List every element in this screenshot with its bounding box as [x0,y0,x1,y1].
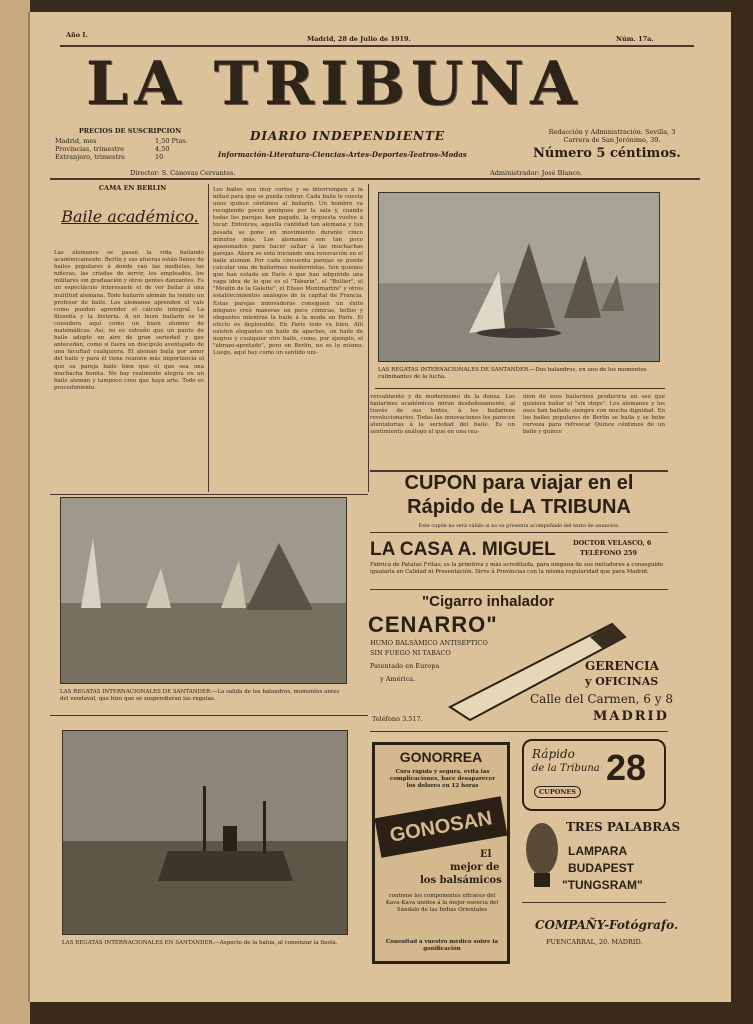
mast-1 [203,786,206,851]
miguel-text: Fábrica de Patatas Fritas; es la primitiva y más acreditada, para ninguna de sus imitadores á conseguido igualarla en Calidad ni Presentación. Sirve á Provincias con la misma regularidad que para Madrid. [370,562,664,575]
miguel-phone: TELÉFONO 259 [580,549,638,557]
gonosan-claim-1: El [480,849,492,860]
rapido-number: 28 [606,747,647,788]
left-rule-1 [50,494,368,495]
binding-spine [0,0,30,1024]
coupon-line-2: Rápido de LA TRIBUNA [407,496,631,518]
miguel-name: LA CASA A. MIGUEL [370,539,556,560]
coupon-line-1: CUPON para viajar en el [404,472,634,494]
rapido-badge: CUPONES [534,786,581,798]
cenarro-sub-1: HUMO BALSÁMICO ANTISÉPTICO [370,639,488,647]
funnel [223,826,237,851]
regatta-caption-middle: LAS REGATAS INTERNACIONALES DE SANTANDER.—La salida de los balandros, momentos antes del vendaval, que hizo que se suspendieran las regatas. [60,689,340,702]
masthead-subtitle: DIARIO INDEPENDIENTE [250,129,446,143]
lightbulb-icon [522,817,562,892]
administrator-line: Administrador: José Blanco. [490,169,582,177]
rapido-line-2: de la Tribuna [532,763,600,774]
article-column-2: Los bailes son muy cortos y se interrumpen á la mitad para que se pueda cobrar. Cada baile le cuesta unos quince céntimos al bailarín. Un hombre va recogiendo pocos peniques por la sala y, cuando todas las parejas han pagado, la orquesta vuelve á tocar. Entonces, aquella cantidad tan alemana y tan pesada se pone en movimiento durante cinco minutos más. Los alemanes son tan poco apasionados para hacer saltar á las muchachas parejas. Ahora se está iniciando una renovación en el baile alemán. Por cada cincuenta parejas se puede calcular una de bailarines modernistas. Son quienes que han estado en París ó que han adquirido una vaga idea de lo que es el "Tabarín", el "Bullier", el "Moulin de la Galette", el Eliseo Montmartre" y otros establecimientos análogos de la capital de Francia. Estas parejas innovadoras consiguen un éxito ninguno creó maneras un poco cómicas, bellos y elegantes mientras la baile á la moda en París. El efecto es deplorable. En París todo va bien. Allí existen elegantes un baile de apaches, un baile de negros y cualquier otro baile, como, por ejemplo, el "abrazo-apretado", pero en Berlín, no es lo mismo. Luego, aquí hay como un sentido uni- [213,187,363,357]
left-rule-2 [50,715,368,716]
tungsram-line-1: TRES PALABRAS [566,820,681,834]
article-headline: Baile académico. [61,207,199,226]
admin-address-2: Carrera de San Jerónimo, 39. [563,136,661,144]
cenarro-brand: CENARRO" [368,612,498,637]
rapido-line-1: Rápido [532,747,575,761]
sub-price-3: 10 [155,153,164,161]
sailboats-top-image [379,193,660,362]
gonosan-footer: Consultad á vuestro médico sobre la gonificación [385,939,499,952]
masthead-title: LA TRIBUNA [86,49,583,119]
coupon-rule-bottom [370,532,668,533]
right-rule-1 [375,388,665,389]
gonosan-ad [372,742,510,964]
gonosan-claim-2: mejor de [450,862,500,873]
tungsram-rule [522,902,666,903]
gonosan-text: Cura rápida y segura, evita las complicaciones, hace desaparecer los dolores en 12 horas [389,769,496,789]
mast-2 [263,801,266,853]
spine-text [4,60,16,960]
article-column-1: Las alemanes se pasan la vida bailando académicamente. Berlín y sus afueras están llenos de bailes populares á donde van las modistas, las niñeras, las criadas de servir, los empleados, los militares sin graduación y otros gentes danzantes. Es un espectáculo interesante el de ver bailar á una multitud alemana. Todo bailarín alemán ha tenido un profesor de baile. Los alemanes aprenden el vals como pueden aprender el cálculo integral. La filosofía y la historia. A un buen bailarín se le considera aquí como un buen alumno de matemáticas. Así, no es extraño que un punto de baile adopte un aire de gran seriedad y que antecedan, como si fuera un discípulo aventajado de una facultad cualquiera. El alemán baila por amor del baile y para él tiene reunión más importancia el que su pareja baile bien que el que sea una muchacha bonita. No hay realmente alegría en un baile alemán y tampoco creo que haya arte. Todo es procedimiento. [54,250,204,391]
article-kicker: CAMA EN BERLIN [98,184,167,192]
subscription-title: PRECIOS DE SUSCRIPCION [78,127,182,135]
cenarro-sub-4: y América. [380,675,416,683]
sub-place-2: Provincias, trimestre [55,145,125,153]
regatta-photo-top [378,192,660,362]
article-column-3: versalmente y de modernismo de la danza. Los bailarines académicos miran desdeñosamente, al través de sus lentes, á los bailarines revolucionarios. Todas las innovaciones les parecen atentatorias á la seriedad del baile. Es un sentimiento análogo al que en una reu- [370,394,515,436]
sub-price-1: 1,50 Ptas. [155,137,188,145]
admin-address-1: Redacción y Administración: Sevilla, 3 [548,128,676,136]
masthead-rule [50,178,700,180]
tungsram-line-3: BUDAPEST [568,861,635,875]
rapido-coupon-ad [522,739,666,811]
tungsram-line-4: "TUNGSRAM" [562,878,643,892]
regatta-photo-bottom [62,730,348,935]
miguel-street: DOCTOR VELASCO, 6 [573,539,652,547]
steamship-hull [158,851,293,881]
cenarro-office-2: y OFICINAS [585,675,659,688]
cenarro-office-1: GERENCIA [585,659,659,673]
regatta-caption-top: LAS REGATAS INTERNACIONALES DE SANTANDER.—Dos balandros, en uno de los momentos culminantes de la lucha. [378,367,647,380]
cenarro-rule [370,731,668,732]
subscription-box [55,127,205,161]
bulb-glass [526,823,558,875]
gonosan-brand: GONOSAN [374,796,507,858]
year-label: Año I. [66,31,88,39]
gonosan-claim-3: los balsámicos [420,875,502,886]
tungsram-line-2: LAMPARA [568,844,628,858]
regatta-photo-middle [60,497,347,684]
newspaper-page [28,12,731,1002]
sailboats-middle-image [61,498,347,684]
issue-price: Número 5 céntimos. [533,146,681,161]
cenarro-address: Calle del Carmen, 6 y 8 [530,692,673,706]
masthead-sections: Información-Literatura-Ciencias-Artes-Deportes-Teatros-Modas [218,150,467,159]
cenarro-headline: "Cigarro inhalador [422,593,555,610]
dateline: Madrid, 28 de Julio de 1919. [307,35,411,43]
cenarro-sub-2: SIN FUEGO NI TABACO [370,649,451,657]
sub-price-2: 4,50 [155,145,170,153]
compagny-address: FUENCARRAL, 20. MADRID. [546,938,643,946]
miguel-rule [370,589,668,590]
sub-place-3: Extranjero, trimestre [55,153,125,161]
article-column-4: nión de esos bailarines produciría un oso que quisiera bailar el "six steps". Los alemanes y los osos han bailado siempre con mucha dignidad. En los bailes populares de Berlín se baila y se bebe cerveza para refrescar Quince céntimos de un baile y quince [523,394,665,436]
sky-middle [61,498,347,603]
gonosan-title: GONORREA [399,749,483,765]
regatta-caption-bottom: LAS REGATAS INTERNACIONALES EN SANTANDER.—Aspecto de la bahía, al comenzar la fiesta. [62,940,338,946]
sea-middle [61,603,347,684]
cenarro-sub-3: Patentado en Europa [370,662,440,670]
sky-top [379,193,660,283]
director-line: Director: S. Cánovas Cervantes. [130,169,236,177]
issue-number: Núm. 17a. [616,35,654,43]
harbor-image [63,731,348,935]
top-rule [60,45,694,47]
compagny-name: COMPAÑY-Fotógrafo. [535,918,679,932]
cenarro-city: MADRID [593,709,669,724]
sub-place-1: Madrid, mes [55,137,97,145]
gonosan-body: contiene los componentes eficaces del Kava-Kava unidos á la mejor esencia del Sándalo de las Indias Orientales [385,893,499,913]
hull-1 [477,328,561,338]
column-divider-1 [208,184,209,492]
bulb-base [534,873,550,887]
cenarro-phone: Teléfono 3.517. [372,715,423,723]
coupon-note: Este cupón no será válido si no se presenta acompañado del texto de anuncios. [418,523,620,529]
column-divider-2 [368,184,369,492]
